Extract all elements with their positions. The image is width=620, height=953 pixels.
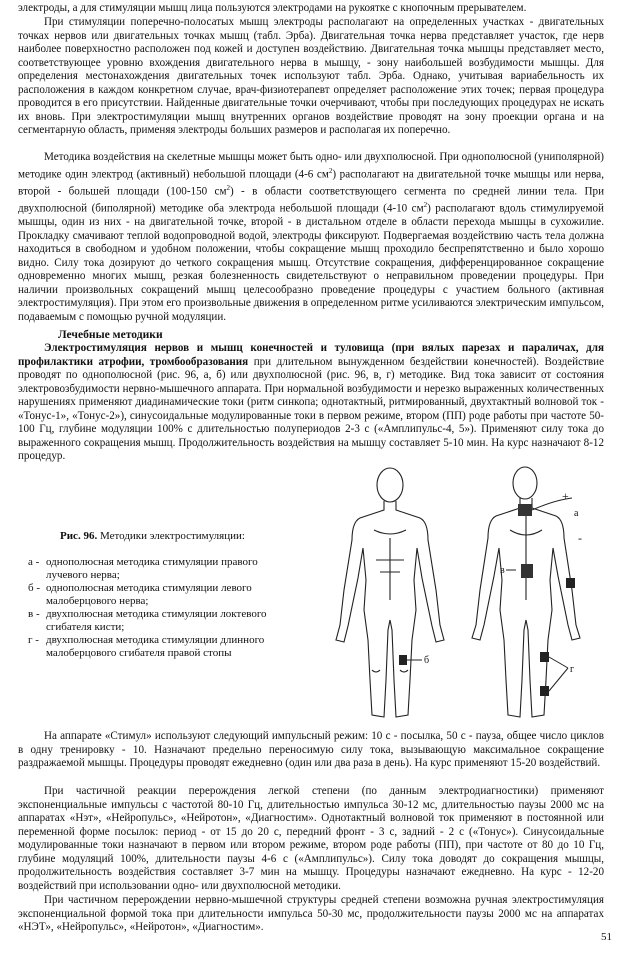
legend-key: г -: [28, 634, 39, 646]
electrode-neck: [518, 504, 532, 516]
label-minus: -: [578, 531, 582, 545]
legend-item: [28, 556, 288, 582]
superscript: 2: [328, 166, 333, 175]
legend-text: однополюсная методика стимуляции правого лучевого нерва;: [46, 556, 258, 581]
legend-item: [28, 634, 288, 660]
paragraph-2-part-a: Методика воздействия на скелетные мышцы может быть одно- или двухполюсной. При однополюсной (униполярной) методике один электрод (активный) небольшой площади (4-6 см: [18, 151, 604, 181]
electrode-v-back: [521, 564, 533, 578]
legend-key: б -: [28, 582, 41, 594]
figure-title: Методики электростимуляции:: [97, 530, 245, 542]
figure-number: Рис. 96.: [60, 530, 98, 542]
legend-item: [28, 608, 288, 634]
front-body-outline: [336, 501, 444, 717]
paragraph-3: [18, 342, 604, 464]
section-heading: Лечебные методики: [58, 328, 163, 341]
paragraph-5: При частичной реакции перерождения легкой степени (по данным электродиагностики) применяют экспоненциальные импульсы с частотой 80-10 Гц, длительностью импульса 30-12 мс, длительностью паузы 2000 мс на аппаратах «Нэт», «Нейропульс», «Нейротон», «Диагностим». Однотактный волновой ток применяют в постоянной или переменной форме посылок: период - от 15 до 20 с, передний фронт - 3 с, задний - 2 с («Тонус»). Синусоидальные модулированные токи назначают в первом или втором режиме, втором роде работы (ПП), при частоте от 80 до 10 Гц, глубине модуляций 100%, длительности паузы 4-6 с («Амплипульс»). Силу тока доводят до сокращения мышцы, продолжительность воздействия составляет 3-7 мин на мышцу. Процедуры назначают ежедневно. На курс - 12-20 воздействий при использовании одно- или двухполюсной методики.: [18, 785, 604, 892]
label-g: г: [570, 664, 575, 675]
electrode-v-arm: [566, 578, 575, 588]
front-muscle-lines: [374, 530, 406, 600]
page-number: 51: [601, 931, 612, 943]
legend-text: однополюсная методика стимуляции левого малоберцового нерва;: [46, 582, 252, 607]
legend-item: [28, 582, 288, 608]
front-head: [377, 468, 403, 502]
back-head: [513, 467, 537, 499]
paragraph-2-part-d: ) располагают вдоль стимулируемой мышцы, один из них - на двигательной точке, второй - в дистальном отделе в области перехода мышцы в сухожилие. Прокладку смачивают теплой водопроводной водой, электроды фиксируют. Подвергаемая воздействию часть тела должна находиться в свободном и удобном положении, чтобы сокращение мышц проходило беспрепятственно и было хорошо видно. Силу тока дозируют до четкого сокращения мышц. Отсутствие сокращения, дифференцированное сокращение одновременно многих мышц, резкая болезненность свидетельствуют о неправильном проведении процедуры. При наличии произвольных сокращений мышц целесообразно проведение процедуры с участием больного (активная электростимуляция). При этом его произвольные движения в определенном ритме усиливаются электрическим импульсом, подаваемым с помощью ручной модуляции.: [18, 202, 604, 323]
paragraph-2: [18, 151, 604, 324]
paragraph-medium-degeneration: [18, 894, 604, 935]
paragraph-motor-points: [18, 16, 604, 138]
figure-body-diagram: [330, 460, 610, 725]
label-v: в: [500, 565, 505, 576]
label-b: б: [424, 655, 430, 666]
lead-g: [549, 657, 568, 691]
paragraph-electrostimulation: [18, 342, 604, 464]
paragraph-4: На аппарате «Стимул» используют следующий импульсный режим: 10 с - посылка, 50 с - пауза, общее число циклов в одну тренировку - 10. Назначают предельно переносимую силу тока, вызывающую максимальное сокращение раздражаемой мышцы. Процедуры проводят ежедневно (один или два раза в день). На курс применяют 15-20 воздействий.: [18, 730, 604, 769]
legend-text: двухполюсная методика стимуляции длинного малоберцового сгибателя правой стопы: [46, 634, 265, 659]
label-plus: +: [562, 489, 569, 503]
paragraph-3-rest: при длительном вынужденном бездействии конечностей). Воздействие проводят по однополюсной (рис. 96, а, б) или двухполюсной (рис. 96, в, г) методике. Вид тока зависит от состояния электровозбудимости нервно-мышечного аппарата. При нормальной возбудимости и нерезко выраженных количественных нарушениях применяют диадинамические токи (ритм синкопа; однотактный, ритмированный, двухтактный волновой ток - «Тонус-1», «Тонус-2»), синусоидальные модулированные токи в первом режиме, втором (ПП) роде работы при частоте 50-100 Гц, глубине модуляции 100% с длительностью полупериодов 2-3 с («Амплипульс-4, 5»). Применяют силу тока до выраженного сокращения мышц. Продолжительность воздействия на мышцу составляет 5-10 мин. На курс назначают 8-12 процедур.: [18, 355, 604, 462]
paragraph-2-part-b: ) располагают на двигательной точке мышцы или нерва, второй - большей площади (100-150 см: [18, 168, 605, 198]
paragraph-3-bold: Электростимуляция нервов и мышц конечностей и туловища (при вялых парезах и параличах, для профилактики атрофии, тромбообразования: [18, 342, 604, 368]
paragraph-6: При частичном перерождении нервно-мышечной структуры средней степени возможна ручная электростимуляция экспоненциальной формой тока при длительности импульса 50-30 мс, продолжительности паузы 2000 мс на аппаратах «НЭТ», «Нейропульс», «Нейротон», «Диагностим».: [18, 894, 604, 933]
paragraph-method: [18, 151, 604, 324]
paragraph-partial-degeneration: [18, 785, 604, 893]
front-knees: [372, 670, 408, 672]
electrode-g-upper: [540, 652, 549, 662]
paragraph-2-part-c: ) - в области соответствующего сегмента по средней линии тела. При двухполюсной (биполярной) методике оба электрода небольшой площади (4-10 см: [18, 185, 605, 215]
paragraph-stimul: [18, 730, 604, 771]
front-body-figure: [336, 468, 444, 717]
figure-caption: [60, 530, 245, 542]
superscript: 2: [226, 183, 230, 192]
back-spine-lines: [510, 510, 542, 600]
legend-key: а -: [28, 556, 40, 568]
superscript: 2: [423, 200, 428, 209]
paragraph-1: При стимуляции поперечно-полосатых мышц электроды располагают на определенных участках - двигательных точках нервов или двигательных точках мышц (табл. Эрба). Двигательная точка нерва представляет участок, где нерв наиболее поверхностно расположен под кожей и доступен воздействию. Двигательная точка мышцы представляет место, соответствующее уровню вхождения двигательного нерва в мышцу, - зону наибольшей возбудимости мышцы. Для определения местонахождения двигательных точек используют табл. Эрба. Однако, учитывая вариабельность их расположения в каждом конкретном случае, врач-физиотерапевт определяет расположение этих точек; первая процедура проводится в его присутствии. Найденные двигательные точки очерчивают, чтобы при последующих процедурах не искать их вновь. При электростимуляции мышц внутренних органов воздействие проводят на зону проекции органа и на сегментарную область, применяя электроды больших размеров и располагая их поперечно.: [18, 16, 604, 136]
figure-legend: [28, 556, 288, 660]
legend-text: двухполюсная методика стимуляции локтевого сгибателя кисти;: [46, 608, 267, 633]
electrode-b: [399, 655, 407, 665]
legend-key: в -: [28, 608, 40, 620]
electrode-g-lower: [540, 686, 549, 696]
paragraph-0: электроды, а для стимуляции мышц лица пользуются электродами на рукоятке с кнопочным прерывателем.: [18, 2, 527, 14]
label-a: а: [574, 508, 579, 519]
paragraph-intro: [18, 2, 604, 16]
